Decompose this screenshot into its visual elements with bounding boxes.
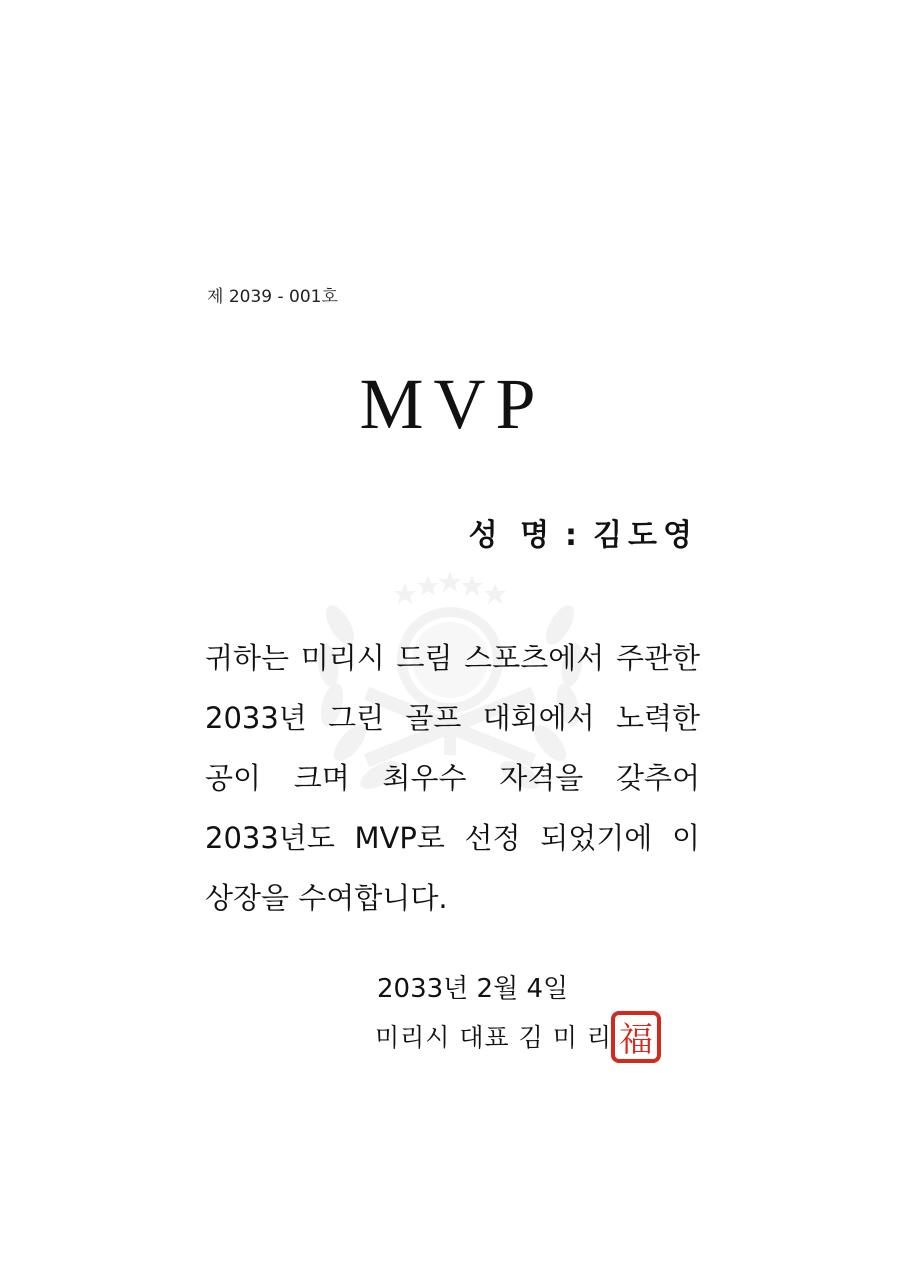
certificate-body: 귀하는 미리시 드림 스포츠에서 주관한 2033년 그린 골프 대회에서 노력한 공이 크며 최우수 자격을 갖추어 2033년도 MVP로 선정 되었기에 이 상장을 수여합니다. <box>205 641 700 915</box>
seal-character: 福 <box>619 1020 653 1060</box>
red-seal-stamp <box>610 1010 662 1064</box>
signer-name: 미리시 대표 김 미 리 <box>375 1023 612 1052</box>
certificate-number: 제 2039 - 001호 <box>207 287 338 307</box>
recipient-name: 김도영 <box>593 518 698 553</box>
recipient-label: 성 명 <box>468 518 556 553</box>
certificate-title: MVP <box>359 364 546 444</box>
award-date: 2033년 2월 4일 <box>377 974 569 1004</box>
recipient-separator: : <box>565 518 584 553</box>
recipient-line <box>469 510 698 554</box>
